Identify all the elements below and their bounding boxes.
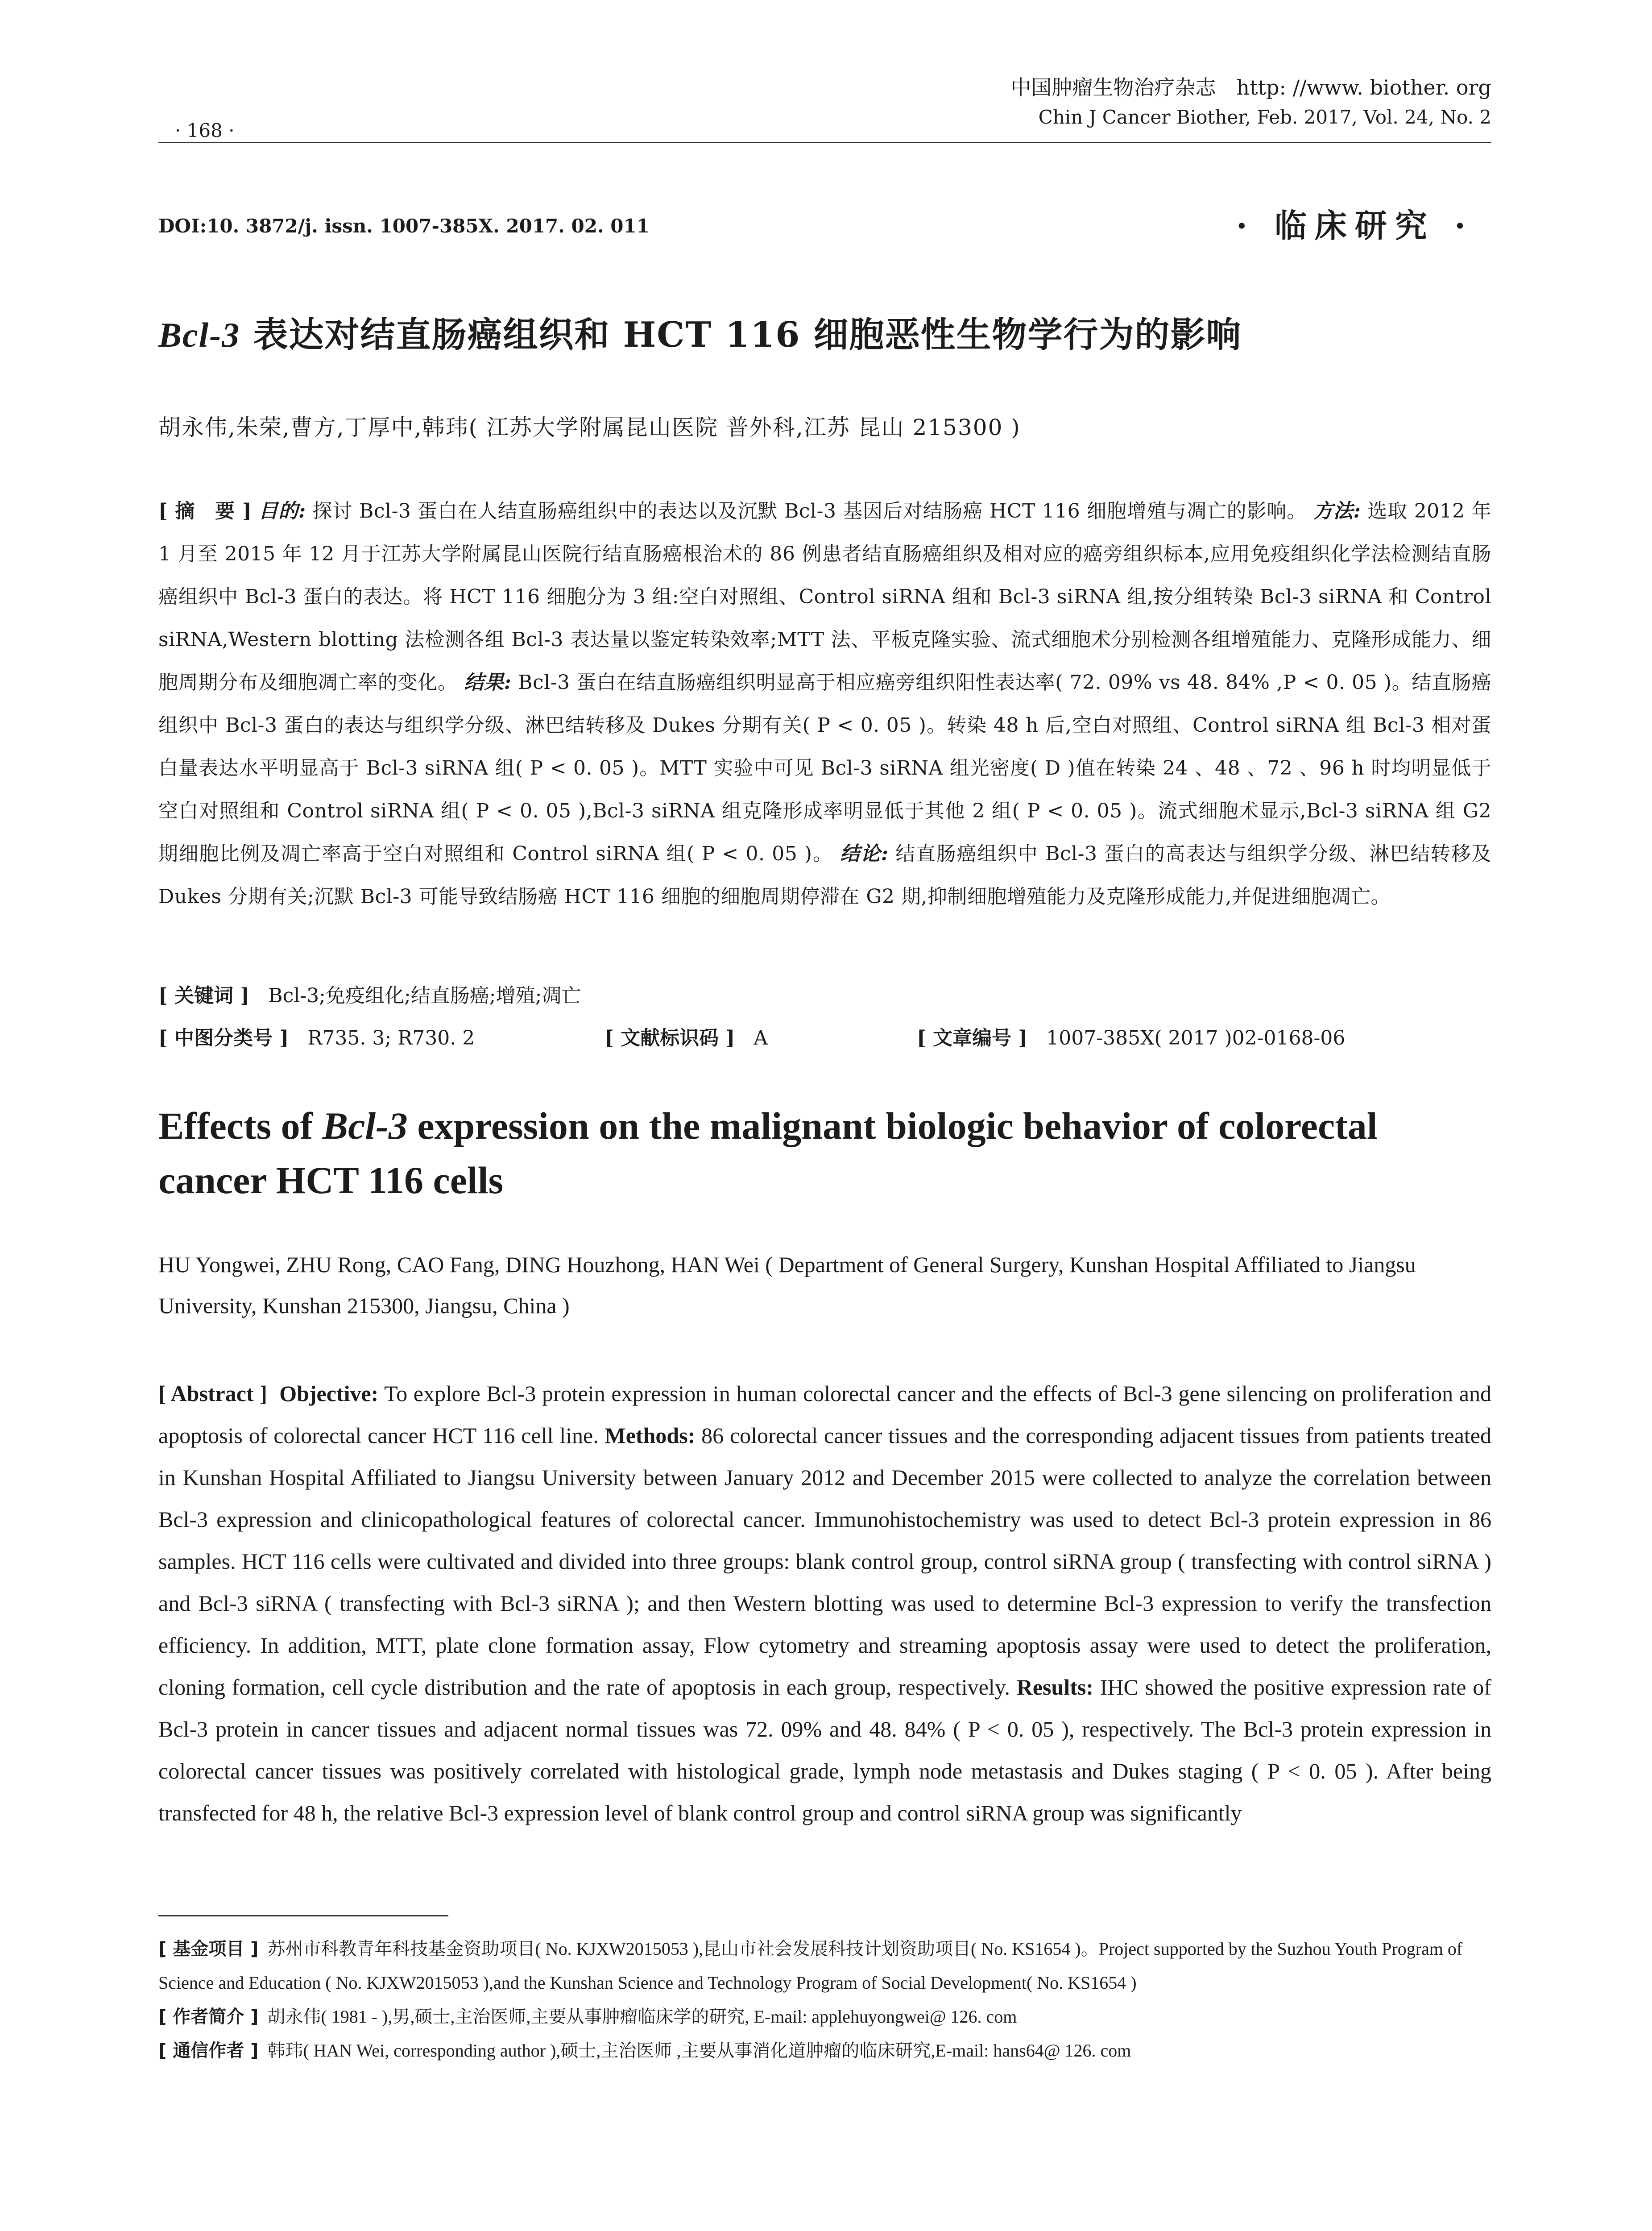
methods-en-label: Methods: xyxy=(604,1423,696,1448)
results-en-label: Results: xyxy=(1016,1675,1093,1700)
authors-en: HU Yongwei, ZHU Rong, CAO Fang, DING Houzhong, HAN Wei ( Department of General Surgery, Kunshan Hospital Affiliated to Jiangsu University, Kunshan 215300, Jiangsu, China ) xyxy=(158,1252,1416,1318)
authors-cn: 胡永伟,朱荣,曹方,丁厚中,韩玮( 江苏大学附属昆山医院 普外科,江苏 昆山 215300 ) xyxy=(158,415,1021,440)
header-divider xyxy=(158,142,1491,143)
doc-code-value: A xyxy=(754,1027,768,1049)
abstract-cn xyxy=(158,490,1491,918)
document-code-row xyxy=(604,1022,768,1050)
title-en-prefix: Effects of xyxy=(158,1104,323,1147)
footnote-fund xyxy=(158,1932,1491,2000)
abstract-en xyxy=(158,1373,1491,1834)
fund-text: 苏州市科教青年科技基金资助项目( No. KJXW2015053 ),昆山市社会发展科技计划资助项目( No. KS1654 )。Project supported by the Suzhou Youth Program of Science and Education ( No. KJXW2015053 ),and the Kunshan Science and Technology Program of Social Development( No. KS1654 ) xyxy=(158,1939,1463,1993)
keywords: Bcl-3;免疫组化;结直肠癌;增殖;凋亡 xyxy=(268,984,581,1007)
footnotes xyxy=(158,1932,1491,2068)
conclusion-cn-label: 结论: xyxy=(840,842,889,865)
section-label: · 临床研究 · xyxy=(1236,207,1474,245)
results-cn-label: 结果: xyxy=(464,671,512,694)
abstract-cn-label: [ 摘 要 ] xyxy=(158,500,252,523)
objective-cn-label: 目的: xyxy=(258,500,306,523)
author-info-label: [ 作者简介 ] xyxy=(158,2007,259,2027)
clc-value: R735. 3; R730. 2 xyxy=(307,1027,475,1049)
footnote-author xyxy=(158,2000,1491,2034)
keywords-label: [ 关键词 ] xyxy=(158,984,250,1007)
keywords-row xyxy=(158,979,581,1008)
clc-label: [ 中图分类号 ] xyxy=(158,1027,289,1049)
journal-name-cn: 中国肿瘤生物治疗杂志 http: //www. biother. org xyxy=(1010,75,1491,100)
doc-code-label: [ 文献标识码 ] xyxy=(604,1027,735,1049)
objective-en: To explore Bcl-3 protein expression in human colorectal cancer and the effects of Bcl-3 gene silencing on proliferation and apoptosis of colorectal cancer HCT 116 cell line. xyxy=(158,1381,1491,1448)
article-number-row xyxy=(917,1022,1345,1050)
results-en: IHC showed the positive expression rate of Bcl-3 protein in cancer tissues and adjacent normal tissues was 72. 09% and 48. 84% ( P < 0. 05 ), respectively. The Bcl-3 protein expression in colorectal cancer tissues was positively correlated with histological grade, lymph node metastasis and Dukes staging ( P < 0. 05 ). After being transfected for 48 h, the relative Bcl-3 expression level of blank control group and control siRNA group was significantly xyxy=(158,1675,1491,1825)
title-cn xyxy=(158,307,1242,357)
corresponding-label: [ 通信作者 ] xyxy=(158,2040,259,2061)
fund-label: [ 基金项目 ] xyxy=(158,1939,259,1959)
conclusion-cn: 结直肠癌组织中 Bcl-3 蛋白的高表达与组织学分级、淋巴结转移及 Dukes 分期有关;沉默 Bcl-3 可能导致结肠癌 HCT 116 细胞的细胞周期停滞在 G2 期,抑制细胞增殖能力及克隆形成能力,并促进细胞凋亡。 xyxy=(158,842,1491,908)
objective-en-label: Objective: xyxy=(279,1381,379,1406)
author-info-text: 胡永伟( 1981 - ),男,硕士,主治医师,主要从事肿瘤临床学的研究, E-mail: applehuyongwei@ 126. com xyxy=(267,2007,1017,2027)
corresponding-text: 韩玮( HAN Wei, corresponding author ),硕士,主治医师 ,主要从事消化道肿瘤的临床研究,E-mail: hans64@ 126. com xyxy=(267,2040,1131,2061)
page-number: · 168 · xyxy=(175,120,235,141)
footnote-divider xyxy=(158,1915,448,1916)
footnote-corresponding xyxy=(158,2034,1491,2068)
article-no-value: 1007-385X( 2017 )02-0168-06 xyxy=(1046,1027,1346,1049)
title-cn-gene: Bcl-3 xyxy=(158,315,240,354)
abstract-en-label: [ Abstract ] xyxy=(158,1381,267,1406)
title-cn-rest: 表达对结直肠癌组织和 HCT 116 细胞恶性生物学行为的影响 xyxy=(240,315,1242,355)
methods-cn-label: 方法: xyxy=(1313,500,1361,523)
methods-en: 86 colorectal cancer tissues and the corresponding adjacent tissues from patients treated in Kunshan Hospital Affiliated to Jiangsu University between January 2012 and December 2015 were collected to analyze the correlation between Bcl-3 expression and clinicopathological features of colorectal cancer. Immunohistochemistry was used to detect Bcl-3 protein expression in 86 samples. HCT 116 cells were cultivated and divided into three groups: blank control group, control siRNA group ( transfecting with control siRNA ) and Bcl-3 siRNA ( transfecting with Bcl-3 siRNA ); and then Western blotting was used to determine Bcl-3 expression to verify the transfection efficiency. In addition, MTT, plate clone formation assay, Flow cytometry and streaming apoptosis assay were used to detect the proliferation, cloning formation, cell cycle distribution and the rate of apoptosis in each group, respectively. xyxy=(158,1423,1491,1700)
article-no-label: [ 文章编号 ] xyxy=(917,1027,1028,1049)
results-cn: Bcl-3 蛋白在结直肠癌组织明显高于相应癌旁组织阳性表达率( 72. 09% vs 48. 84% ,P < 0. 05 )。结直肠癌组织中 Bcl-3 蛋白的表达与组织学分级、淋巴结转移及 Dukes 分期有关( P < 0. 05 )。转染 48 h 后,空白对照组、Control siRNA 组 Bcl-3 相对蛋白量表达水平明显高于 Bcl-3 siRNA 组( P < 0. 05 )。MTT 实验中可见 Bcl-3 siRNA 组光密度( D )值在转染 24 、48 、72 、96 h 时均明显低于空白对照组和 Control siRNA 组( P < 0. 05 ),Bcl-3 siRNA 组克隆形成率明显低于其他 2 组( P < 0. 05 )。流式细胞术显示,Bcl-3 siRNA 组 G2 期细胞比例及凋亡率高于空白对照组和 Control siRNA 组( P < 0. 05 )。 xyxy=(158,671,1492,865)
objective-cn: 探讨 Bcl-3 蛋白在人结直肠癌组织中的表达以及沉默 Bcl-3 基因后对结肠癌 HCT 116 细胞增殖与凋亡的影响。 xyxy=(312,500,1307,523)
title-en-rest: expression on the malignant biologic behavior of colorectal cancer HCT 116 cells xyxy=(158,1104,1378,1202)
methods-cn: 选取 2012 年 1 月至 2015 年 12 月于江苏大学附属昆山医院行结直肠癌根治术的 86 例患者结直肠癌组织及相对应的癌旁组织标本,应用免疫组织化学法检测结直肠癌组织中 Bcl-3 蛋白的表达。将 HCT 116 细胞分为 3 组:空白对照组、Control siRNA 组和 Bcl-3 siRNA 组,按分组转染 Bcl-3 siRNA 和 Control siRNA,Western blotting 法检测各组 Bcl-3 表达量以鉴定转染效率;MTT 法、平板克隆实验、流式细胞术分别检测各组增殖能力、克隆形成能力、细胞周期分布及细胞凋亡率的变化。 xyxy=(158,500,1491,694)
classification-row xyxy=(158,1022,475,1050)
journal-citation-en: Chin J Cancer Biother, Feb. 2017, Vol. 24, No. 2 xyxy=(1038,106,1491,128)
doi: DOI:10. 3872/j. issn. 1007-385X. 2017. 02. 011 xyxy=(158,215,650,237)
title-en xyxy=(158,1099,1491,1207)
title-en-gene: Bcl-3 xyxy=(322,1104,408,1147)
